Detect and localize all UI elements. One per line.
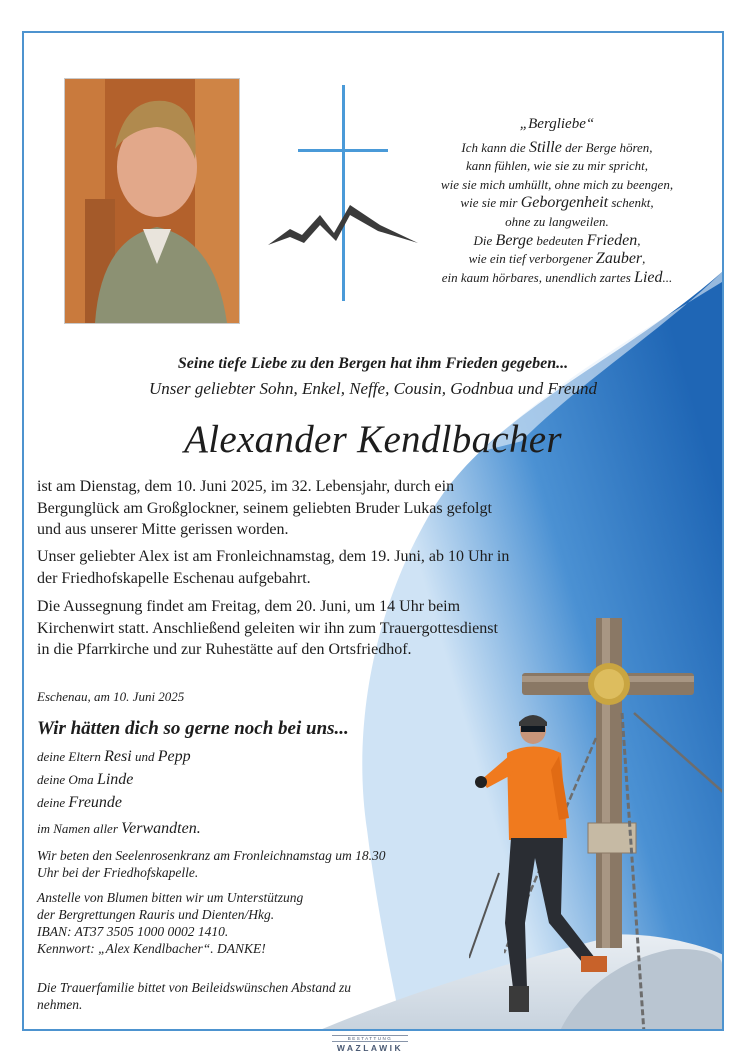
family-parents: deine Eltern Resi und Pepp: [37, 748, 191, 765]
death-notice-paragraph: ist am Dienstag, dem 10. Juni 2025, im 32. Lebensjahr, durch ein Bergunglück am Großglockner, seinem geliebten Bruder Lukas gefolgt und aus unserer Mitte gerissen worden.: [37, 478, 492, 538]
place-date: Eschenau, am 10. Juni 2025: [37, 689, 185, 704]
poem-title: „Bergliebe“: [519, 116, 595, 132]
poem-block: [412, 115, 702, 287]
closing-note: Die Trauerfamilie bittet von Beileidswünschen Abstand zu nehmen.: [37, 980, 351, 1012]
intro-line-2: Unser geliebter Sohn, Enkel, Neffe, Cousin, Godnbua und Freund: [149, 379, 597, 398]
poem-line: ein kaum hörbares, unendlich zartes Lied...: [441, 268, 673, 286]
obituary-frame: [22, 31, 724, 1031]
family-relatives: im Namen aller Verwandten.: [37, 820, 201, 837]
poem-line: Ich kann die Stille der Berge hören,: [461, 138, 653, 156]
funeral-home-logo: [320, 1035, 420, 1057]
intro-line-1: Seine tiefe Liebe zu den Bergen hat ihm Frieden gegeben...: [177, 355, 569, 372]
deceased-name: Alexander Kendlbacher: [184, 418, 562, 461]
climber-figure: [469, 708, 609, 1028]
poem-line: ohne zu langweilen.: [505, 213, 609, 229]
rosary-note: Wir beten den Seelenrosenkranz am Fronleichnamstag um 18.30 Uhr bei der Friedhofskapelle.: [37, 848, 386, 880]
family-grandmother: deine Oma Linde: [37, 771, 134, 788]
portrait-photo: [64, 78, 240, 324]
poem-line: Die Berge bedeuten Frieden,: [473, 231, 641, 249]
cross-mountain-icon: [268, 85, 424, 301]
viewing-paragraph: Unser geliebter Alex ist am Fronleichnamstag, dem 19. Juni, ab 10 Uhr in der Friedhofskapelle Eschenau aufgebahrt.: [37, 548, 510, 587]
poem-line: wie sie mich umhüllt, ohne mich zu beengen,: [440, 176, 674, 192]
poem-line: kann fühlen, wie sie zu mir spricht,: [466, 158, 648, 174]
logo-subtitle: BESTATTUNG: [332, 1035, 408, 1042]
poem-line: wie ein tief verborgener Zauber,: [468, 250, 646, 268]
wish-heading: Wir hätten dich so gerne noch bei uns...: [37, 718, 349, 739]
logo-name: WAZLAWIK: [336, 1043, 404, 1053]
donation-note: Anstelle von Blumen bitten wir um Unterstützung der Bergrettungen Rauris und Dienten/Hkg. IBAN: AT37 3505 1000 0002 1410. Kennwort: „Alex Kendlbacher“. DANKE!: [37, 890, 304, 956]
funeral-paragraph: Die Aussegnung findet am Freitag, dem 20. Juni, um 14 Uhr beim Kirchenwirt statt. Anschließend geleiten wir ihn zum Trauergottesdienst in die Pfarrkirche und zur Ruhestätte auf den Ortsfriedhof.: [37, 598, 498, 658]
family-friends: deine Freunde: [37, 794, 123, 811]
poem-line: wie sie mir Geborgenheit schenkt,: [460, 194, 654, 212]
